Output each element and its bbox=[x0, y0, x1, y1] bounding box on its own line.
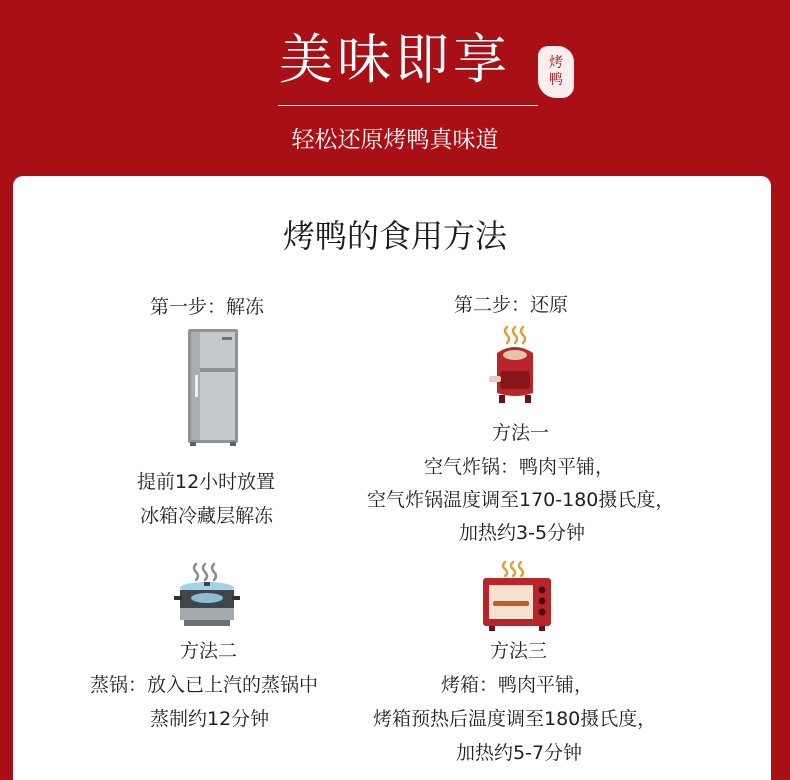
stamp-char: 烤 bbox=[549, 55, 563, 71]
method1-line: 空气炸锅温度调至170-180摄氏度， bbox=[367, 489, 675, 511]
method3-line: 加热约5-7分钟 bbox=[456, 742, 583, 764]
step1-line: 提前12小时放置 bbox=[137, 471, 276, 493]
air-fryer-icon bbox=[487, 323, 543, 409]
stamp-char: 鸭 bbox=[549, 72, 563, 88]
card-title: 烤鸭的食用方法 bbox=[282, 217, 507, 255]
title-divider bbox=[278, 105, 538, 106]
step1-line: 冰箱冷藏层解冻 bbox=[140, 505, 274, 527]
method1-line: 空气炸锅：鸭肉平铺， bbox=[424, 456, 615, 478]
step1-heading: 第一步：解冻 bbox=[150, 296, 265, 318]
oven-icon bbox=[481, 560, 553, 632]
method2-line: 蒸锅：放入已上汽的蒸锅中 bbox=[90, 674, 319, 696]
method3-line: 烤箱预热后温度调至180摄氏度， bbox=[373, 708, 657, 730]
steamer-pot-icon bbox=[174, 562, 240, 630]
step2-heading: 第二步：还原 bbox=[454, 294, 569, 316]
banner-title: 美味即享 bbox=[279, 28, 511, 91]
method1-title: 方法一 bbox=[492, 422, 550, 444]
stamp-seal bbox=[538, 46, 574, 98]
method2-title: 方法二 bbox=[180, 640, 238, 662]
method2-line: 蒸制约12分钟 bbox=[150, 708, 270, 730]
refrigerator-icon bbox=[186, 327, 240, 447]
banner-subtitle: 轻松还原烤鸭真味道 bbox=[291, 127, 499, 153]
method3-line: 烤箱：鸭肉平铺， bbox=[441, 674, 594, 696]
method3-title: 方法三 bbox=[490, 640, 548, 662]
method1-line: 加热约3-5分钟 bbox=[459, 522, 586, 544]
